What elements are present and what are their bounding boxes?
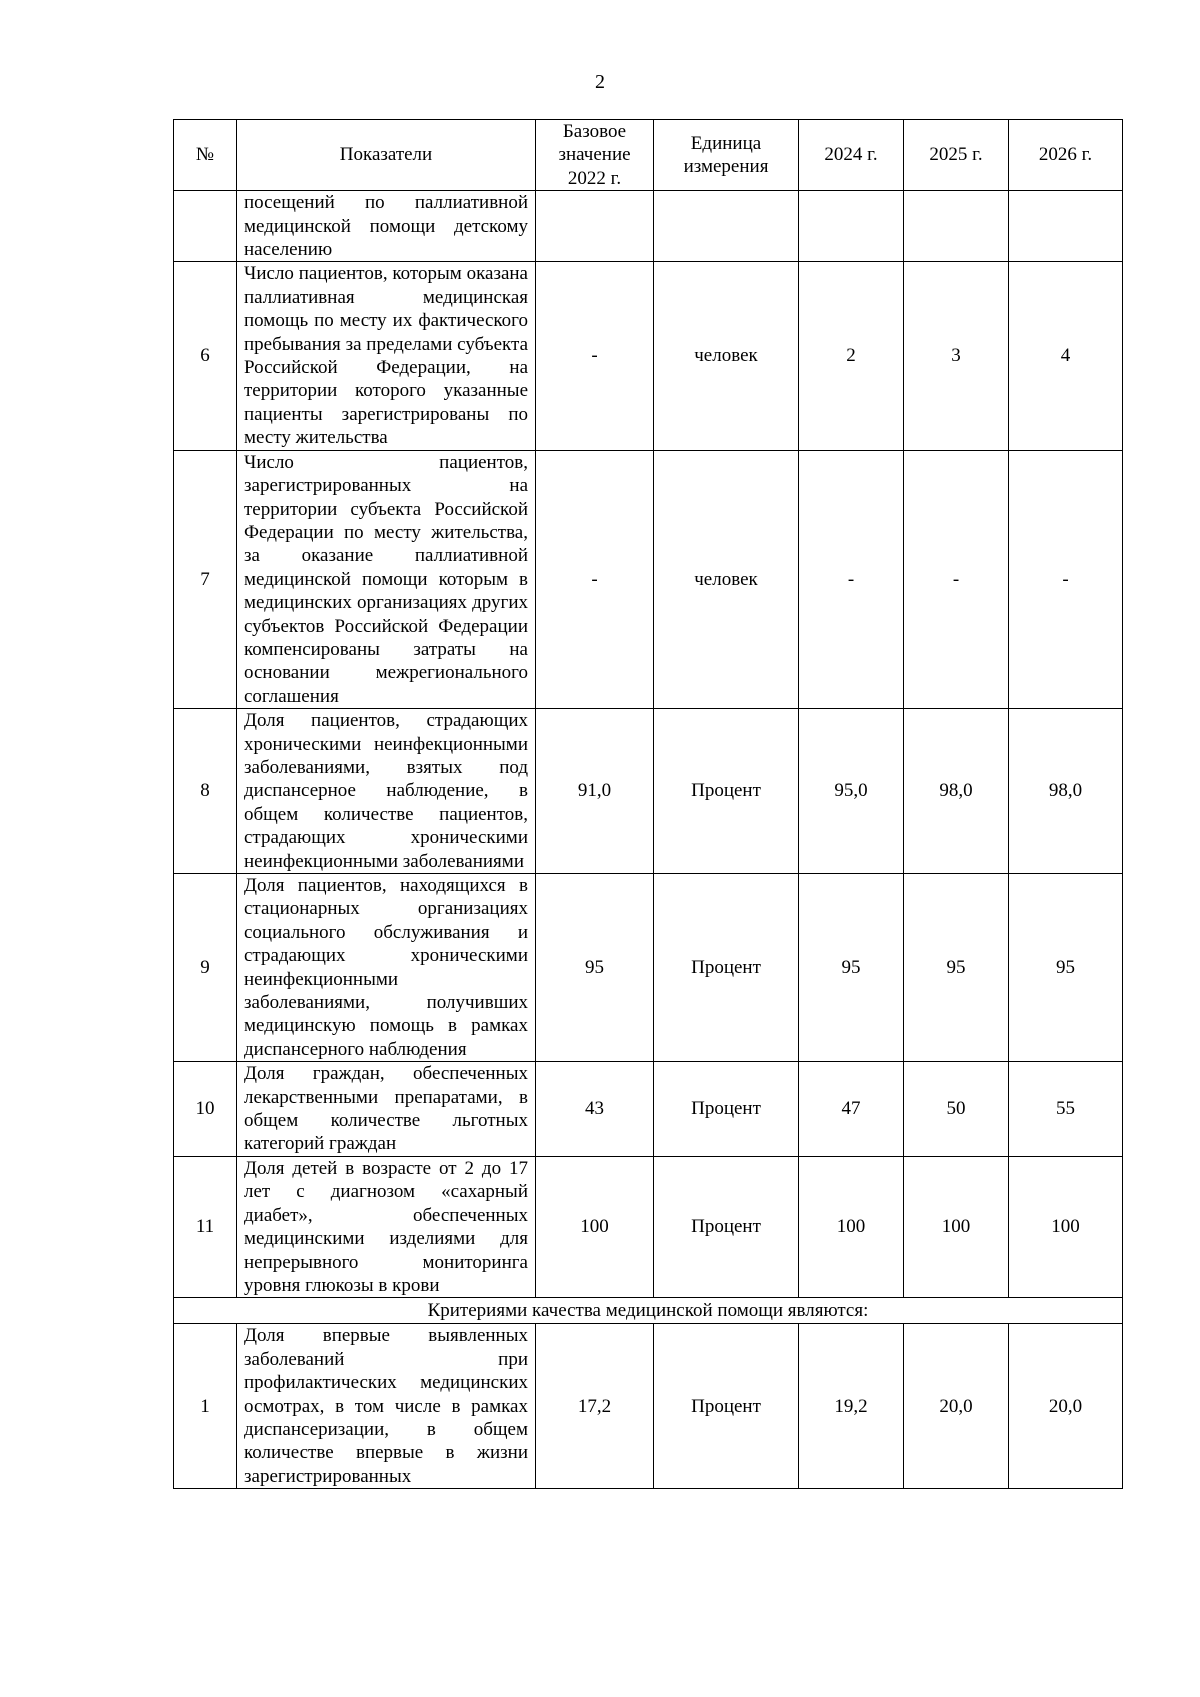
table-row: [174, 262, 1123, 450]
row-num: 7: [174, 450, 237, 708]
table-row: [174, 874, 1123, 1062]
row-2024: [799, 191, 904, 262]
row-2024: 2: [799, 262, 904, 450]
table-row: [174, 450, 1123, 708]
row-num: 6: [174, 262, 237, 450]
header-base: [536, 120, 654, 191]
row-description: Число пациентов, которым оказана паллиативная медицинская помощь по месту их фактического пребывания за пределами субъекта Российской Федерации, на территории которого указанные пациенты зарегистрированы по месту жительства: [237, 262, 536, 450]
header-2024: 2024 г.: [799, 120, 904, 191]
row-2024: 100: [799, 1156, 904, 1297]
row-num: 8: [174, 709, 237, 874]
row-description: Доля впервые выявленных заболеваний при профилактических медицинских осмотрах, в том числе в рамках диспансеризации, в общем количестве впервые в жизни зарегистрированных: [237, 1324, 536, 1489]
row-unit: человек: [654, 450, 799, 708]
page-number: 2: [595, 71, 605, 93]
row-num: 11: [174, 1156, 237, 1297]
row-base: 100: [536, 1156, 654, 1297]
row-2026: 98,0: [1009, 709, 1123, 874]
row-unit: Процент: [654, 1324, 799, 1489]
header-unit-line1: Единица: [690, 132, 762, 154]
row-2025: [904, 191, 1009, 262]
row-description: Число пациентов, зарегистрированных на территории субъекта Российской Федерации по месту жительства, за оказание паллиативной медицинской помощи которым в медицинских организациях других субъектов Российской Федерации компенсированы затраты на основании межрегионального соглашения: [237, 450, 536, 708]
row-description: Доля пациентов, страдающих хроническими неинфекционными заболеваниями, взятых под диспансерное наблюдение, в общем количестве пациентов, страдающих хроническими неинфекционными заболеваниями: [237, 709, 536, 874]
row-description: Доля детей в возрасте от 2 до 17 лет с диагнозом «сахарный диабет», обеспеченных медицинскими изделиями для непрерывного мониторинга уровня глюкозы в крови: [237, 1156, 536, 1297]
row-num: 1: [174, 1324, 237, 1489]
section-header-row: [174, 1298, 1123, 1324]
row-unit: Процент: [654, 1062, 799, 1157]
row-unit: Процент: [654, 1156, 799, 1297]
table-row: [174, 1156, 1123, 1297]
table-row: [174, 1324, 1123, 1489]
row-2026: 55: [1009, 1062, 1123, 1157]
row-unit: Процент: [654, 709, 799, 874]
header-unit-line2: измерения: [683, 156, 769, 178]
row-2025: 3: [904, 262, 1009, 450]
row-base: -: [536, 450, 654, 708]
row-base: [536, 191, 654, 262]
header-2025: 2025 г.: [904, 120, 1009, 191]
row-description: Доля граждан, обеспеченных лекарственными препаратами, в общем количестве льготных категорий граждан: [237, 1062, 536, 1157]
row-2024: 95: [799, 874, 904, 1062]
table-body: [174, 191, 1123, 1489]
row-2025: -: [904, 450, 1009, 708]
row-2025: 95: [904, 874, 1009, 1062]
row-description: посещений по паллиативной медицинской помощи детскому населению: [237, 191, 536, 262]
row-2026: 100: [1009, 1156, 1123, 1297]
header-num: №: [174, 120, 237, 191]
table-row: [174, 1062, 1123, 1157]
row-2026: 4: [1009, 262, 1123, 450]
row-2026: 95: [1009, 874, 1123, 1062]
header-2026: 2026 г.: [1009, 120, 1123, 191]
indicators-table: [173, 119, 1123, 1489]
row-base: 17,2: [536, 1324, 654, 1489]
row-base: 95: [536, 874, 654, 1062]
table-row: [174, 709, 1123, 874]
row-unit: Процент: [654, 874, 799, 1062]
header-base-line1: Базовое: [562, 121, 627, 142]
row-2024: 19,2: [799, 1324, 904, 1489]
header-base-line2: значение: [558, 144, 631, 166]
row-2024: 47: [799, 1062, 904, 1157]
row-2026: 20,0: [1009, 1324, 1123, 1489]
section-title: Критериями качества медицинской помощи являются:: [174, 1298, 1123, 1324]
row-2025: 100: [904, 1156, 1009, 1297]
row-num: [174, 191, 237, 262]
row-base: 91,0: [536, 709, 654, 874]
row-2025: 20,0: [904, 1324, 1009, 1489]
header-row: [174, 120, 1123, 191]
row-base: -: [536, 262, 654, 450]
row-2024: 95,0: [799, 709, 904, 874]
row-description: Доля пациентов, находящихся в стационарных организациях социального обслуживания и страдающих хроническими неинфекционными заболеваниями, получивших медицинскую помощь в рамках диспансерного наблюдения: [237, 874, 536, 1062]
row-base: 43: [536, 1062, 654, 1157]
header-indicator: Показатели: [237, 120, 536, 191]
row-2026: -: [1009, 450, 1123, 708]
row-unit: [654, 191, 799, 262]
row-2025: 98,0: [904, 709, 1009, 874]
row-num: 9: [174, 874, 237, 1062]
row-2026: [1009, 191, 1123, 262]
row-unit: человек: [654, 262, 799, 450]
header-base-line3: 2022 г.: [567, 167, 622, 189]
table-row: [174, 191, 1123, 262]
header-unit: [654, 120, 799, 191]
table-header: [174, 120, 1123, 191]
row-2025: 50: [904, 1062, 1009, 1157]
row-2024: -: [799, 450, 904, 708]
row-num: 10: [174, 1062, 237, 1157]
